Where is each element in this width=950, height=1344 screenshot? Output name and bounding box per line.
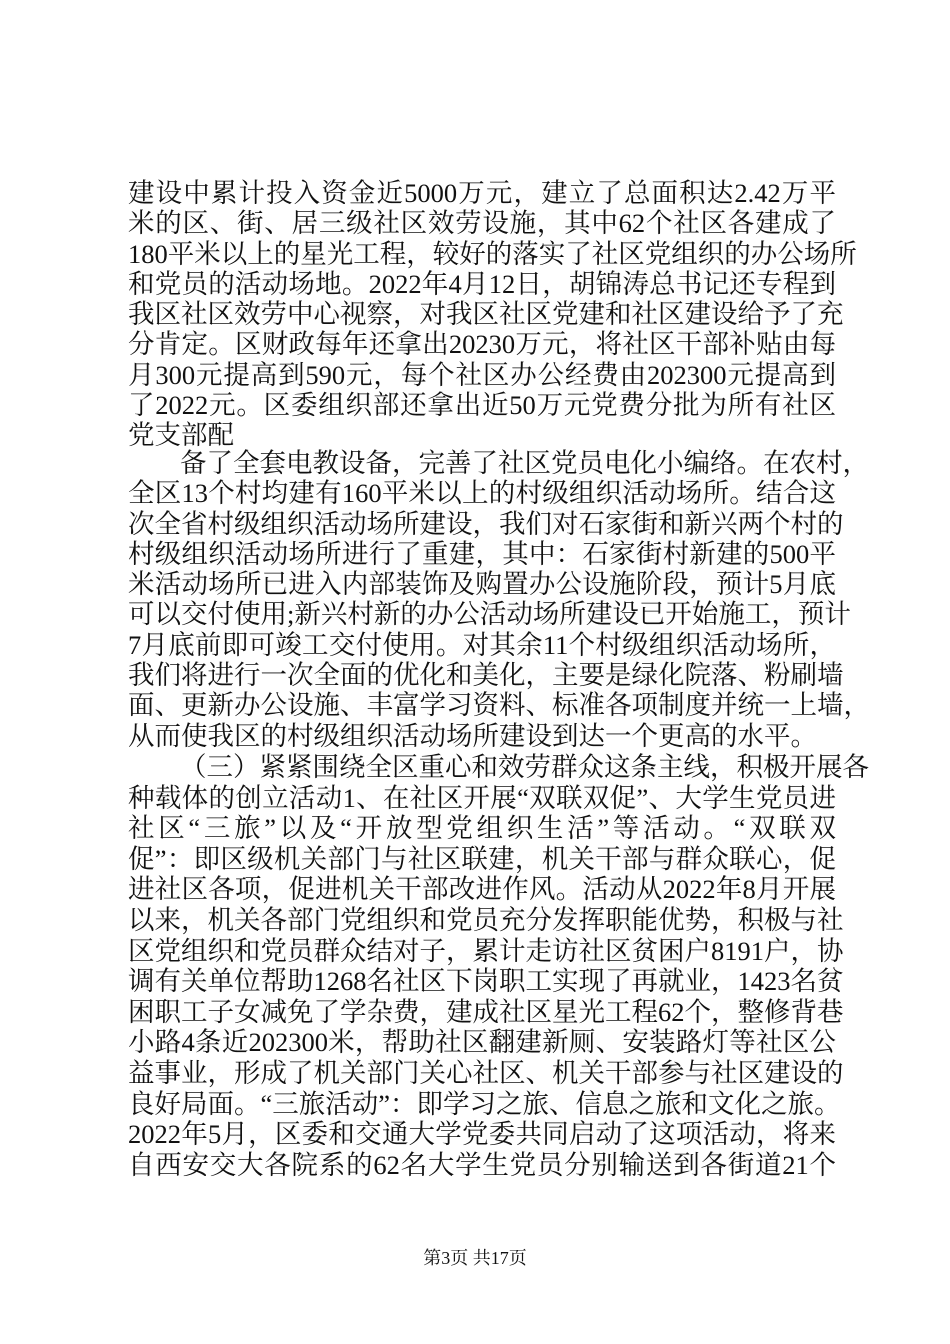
text-line: 我们将进行一次全面的优化和美化，主要是绿化院落、粉刷墙 <box>128 660 844 691</box>
text-line: 小路4条近202300米，帮助社区翻建新厕、安装路灯等社区公 <box>128 1027 836 1058</box>
text-line: 次全省村级组织活动场所建设，我们对石家街和新兴两个村的 <box>128 508 844 539</box>
paragraph-1 <box>128 178 857 451</box>
paragraph-2 <box>128 448 870 751</box>
text-line: 备了全套电教设备，完善了社区党员电化小编络。在农村， <box>180 448 869 478</box>
text-line: 了2022元。区委组织部还拿出近50万元党费分批为所有社区 <box>128 390 836 421</box>
text-line: 180平米以上的星光工程，较好的落实了社区党组织的办公场所 <box>128 238 857 269</box>
text-line: 2022年5月，区委和交通大学党委共同启动了这项活动，将来 <box>128 1119 836 1150</box>
text-line: 米的区、街、居三级社区效劳设施，其中62个社区各建成了 <box>128 208 836 239</box>
text-line: 以来，机关各部门党组织和党员充分发挥职能优势，积极与社 <box>128 904 844 935</box>
text-line: 进社区各项，促进机关干部改进作风。活动从2022年8月开展 <box>128 874 836 905</box>
paragraph-3 <box>128 752 869 1180</box>
text-line: 我区社区效劳中心视察，对我区社区党建和社区建设给予了充 <box>128 299 844 330</box>
text-line: 和党员的活动场地。2022年4月12日，胡锦涛总书记还专程到 <box>128 268 836 299</box>
text-line: 从而使我区的村级组织活动场所建设到达一个更高的水平。 <box>128 720 817 751</box>
text-line: 全区13个村均建有160平米以上的村级组织活动场所。结合这 <box>128 478 836 509</box>
page-footer-indicator: 第3页 共17页 <box>423 1248 527 1268</box>
text-line: 区党组织和党员群众结对子，累计走访社区贫困户8191户，协 <box>128 935 844 966</box>
text-line: 村级组织活动场所进行了重建，其中：石家街村新建的500平 <box>128 538 836 569</box>
text-line: 良好局面。“三旅活动”：即学习之旅、信息之旅和文化之旅。 <box>128 1088 841 1119</box>
text-line: （三）紧紧围绕全区重心和效劳群众这条主线，积极开展各 <box>180 752 869 782</box>
text-line: 困职工子女减免了学杂费，建成社区星光工程62个，整修背巷 <box>128 996 844 1027</box>
text-line: 月300元提高到590元，每个社区办公经费由202300元提高到 <box>128 359 836 390</box>
text-line: 益事业，形成了机关部门关心社区、机关干部参与社区建设的 <box>128 1057 844 1088</box>
text-line: 7月底前即可竣工交付使用。对其余11个村级组织活动场所， <box>128 629 836 660</box>
text-line: 米活动场所已进入内部装饰及购置办公设施阶段，预计5月底 <box>128 569 836 600</box>
text-line: 社区“三旅”以及“开放型党组织生活”等活动。“双联双 <box>128 813 836 844</box>
text-line: 自西安交大各院系的62名大学生党员分别输送到各街道21个 <box>128 1149 836 1180</box>
text-line: 面、更新办公设施、丰富学习资料、标准各项制度并统一上墙， <box>128 690 870 721</box>
text-line: 党支部配 <box>128 420 234 451</box>
text-line: 调有关单位帮助1268名社区下岗职工实现了再就业，1423名贫 <box>128 966 844 997</box>
text-line: 促”：即区级机关部门与社区联建，机关干部与群众联心，促 <box>128 843 836 874</box>
text-line: 建设中累计投入资金近5000万元，建立了总面积达2.42万平 <box>128 178 836 208</box>
text-line: 分肯定。区财政每年还拿出20230万元，将社区干部补贴由每 <box>128 329 836 360</box>
text-line: 种载体的创立活动1、在社区开展“双联双促”、大学生党员进 <box>128 782 836 813</box>
text-line: 可以交付使用;新兴村新的办公活动场所建设已开始施工，预计 <box>128 599 851 630</box>
